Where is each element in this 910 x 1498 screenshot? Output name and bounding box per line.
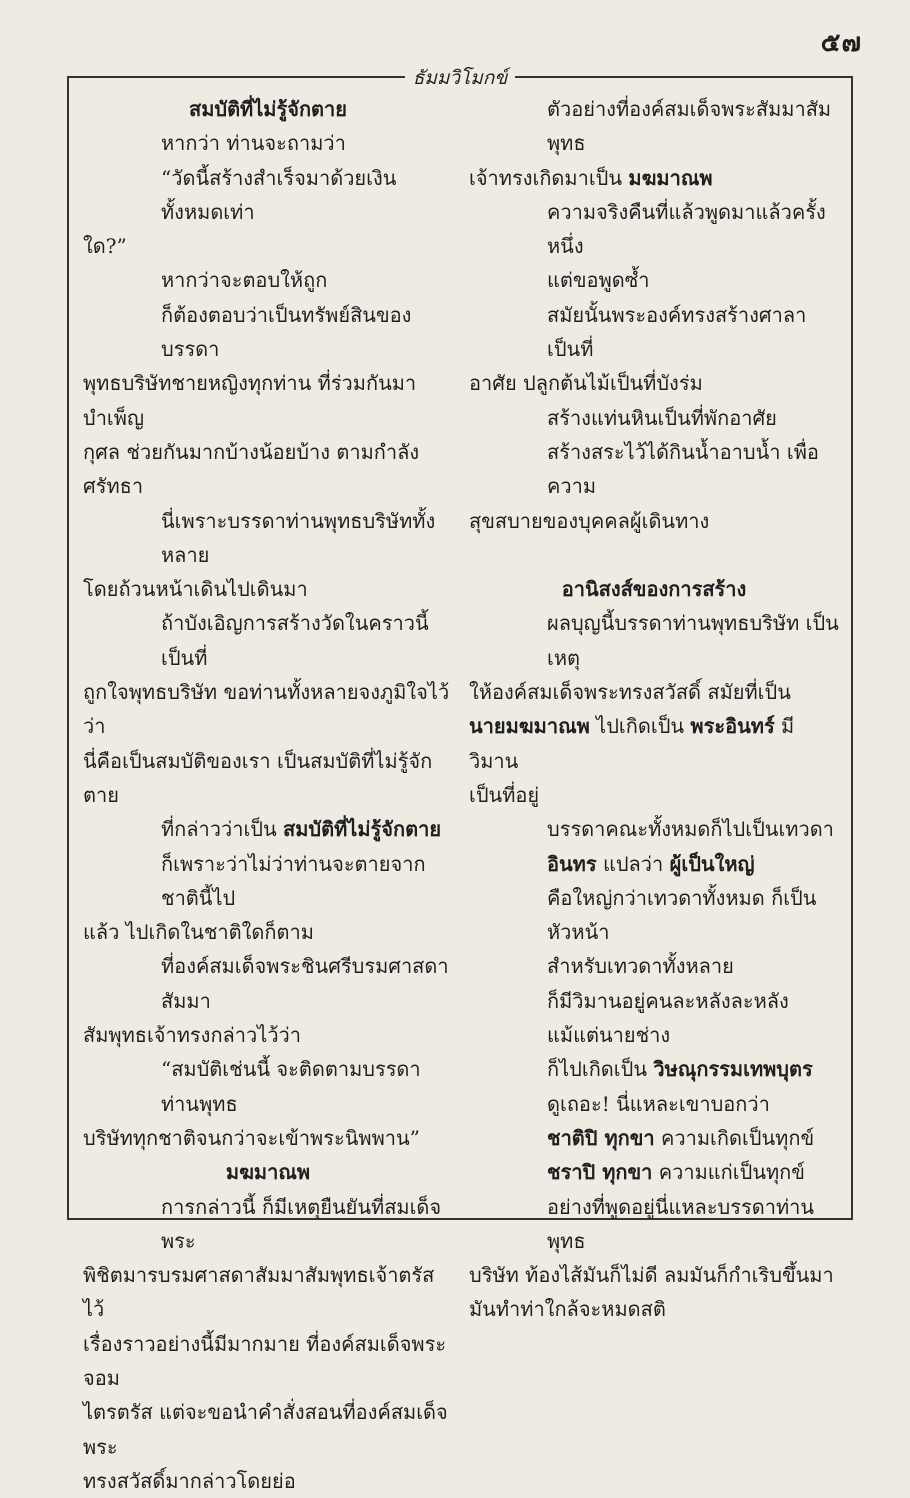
text-line — [83, 366, 453, 435]
text-line — [469, 1087, 839, 1121]
text-line — [83, 1464, 453, 1498]
text-line — [469, 298, 839, 367]
text-run: นี่เพราะบรรดาท่านพุทธบริษัททั้งหลาย — [161, 508, 436, 567]
text-line — [83, 744, 453, 813]
text-line — [83, 126, 453, 160]
text-run: แต่ขอพูดซ้ำ — [547, 268, 650, 293]
text-run: ไตรตรัส แต่จะขอนำคำสั่งสอนที่องค์สมเด็จพระ — [83, 1400, 448, 1459]
text-run: ให้องค์สมเด็จพระทรงสวัสดิ์ สมัยที่เป็น — [469, 680, 791, 705]
text-run: กุศล ช่วยกันมากบ้างน้อยบ้าง ตามกำลังศรัทธา — [83, 439, 420, 499]
bold-term: ชาติปิ ทุกขา — [547, 1125, 655, 1150]
text-run: สัมพุทธเจ้าทรงกล่าวไว้ว่า — [83, 1023, 302, 1048]
text-run: แม้แต่นายช่าง — [547, 1023, 671, 1048]
text-run: เจ้าทรงเกิดมาเป็น — [469, 165, 629, 190]
running-header-title: ธัมมวิโมกข์ — [405, 67, 516, 89]
bold-term: วิษณุกรรมเทพบุตร — [653, 1057, 813, 1082]
blank-line — [469, 538, 839, 572]
bold-term: พระอินทร์ — [690, 714, 775, 739]
bold-term: นายมฆมาณพ — [469, 714, 590, 739]
text-run: ก็ต้องตอบว่าเป็นทรัพย์สินของบรรดา — [161, 302, 412, 362]
text-run: ทรงสวัสดิ์มากล่าวโดยย่อ — [83, 1468, 296, 1493]
section-heading — [83, 92, 453, 126]
text-line — [469, 263, 839, 297]
text-run: ไปเกิดเป็น — [589, 714, 691, 739]
text-run: มีวิมาน — [469, 714, 795, 773]
text-run: “สมบัติเช่นนี้ จะติดตามบรรดาท่านพุทธ — [161, 1057, 421, 1116]
text-line — [83, 812, 453, 846]
text-line — [83, 847, 453, 916]
text-run: ความเกิดเป็นทุกข์ — [654, 1125, 815, 1150]
text-run: หากว่า ท่านจะถามว่า — [161, 131, 346, 156]
text-run: คือใหญ่กว่าเทวดาทั้งหมด ก็เป็นหัวหน้า — [547, 885, 817, 945]
text-line — [469, 881, 839, 950]
text-line — [469, 195, 839, 264]
text-line — [469, 366, 839, 400]
text-run: ถ้าบังเอิญการสร้างวัดในคราวนี้ เป็นที่ — [161, 611, 429, 670]
text-run: ผลบุญนี้บรรดาท่านพุทธบริษัท เป็นเหตุ — [547, 611, 839, 670]
text-line — [83, 606, 453, 675]
text-run: พุทธบริษัทชายหญิงทุกท่าน ที่ร่วมกันมาบำเพ็ญ — [83, 371, 417, 430]
text-line — [469, 812, 839, 846]
text-run: ตัวอย่างที่องค์สมเด็จพระสัมมาสัมพุทธ — [547, 97, 832, 156]
text-run: อาศัย ปลูกต้นไม้เป็นที่บังร่ม — [469, 371, 703, 396]
text-line — [83, 161, 453, 230]
text-line — [469, 1121, 839, 1155]
text-run: สุขสบายของบุคคลผู้เดินทาง — [469, 508, 710, 533]
text-run: “วัดนี้สร้างสำเร็จมาด้วยเงินทั้งหมดเท่า — [161, 165, 397, 224]
bold-term: อินทร — [547, 851, 597, 876]
page-frame — [67, 67, 853, 1493]
bold-term: มฆมาณพ — [628, 165, 713, 190]
text-run: การกล่าวนี้ ก็มีเหตุยืนยันที่สมเด็จพระ — [161, 1194, 442, 1253]
text-run: สำหรับเทวดาทั้งหลาย — [547, 954, 734, 979]
text-line — [469, 1155, 839, 1189]
text-run: มันทำท่าใกล้จะหมดสติ — [469, 1297, 666, 1322]
text-run: หากว่าจะตอบให้ถูก — [161, 268, 328, 293]
text-run: สร้างสระไว้ได้กินน้ำอาบน้ำ เพื่อความ — [547, 439, 819, 499]
text-line — [83, 298, 453, 367]
text-line — [83, 1121, 453, 1155]
text-line — [469, 1258, 839, 1292]
text-run: ดูเถอะ! นี่แหละเขาบอกว่า — [547, 1091, 770, 1116]
text-run: ที่องค์สมเด็จพระชินศรีบรมศาสดาสัมมา — [161, 954, 449, 1013]
text-line — [469, 675, 839, 709]
text-run: ก็ไปเกิดเป็น — [547, 1057, 654, 1082]
text-line — [83, 1258, 453, 1327]
text-line — [83, 263, 453, 297]
text-run: มฆมาณพ — [225, 1160, 311, 1185]
text-run: เป็นที่อยู่ — [469, 782, 540, 807]
text-line — [469, 1052, 839, 1086]
text-line — [83, 1327, 453, 1396]
text-line — [83, 572, 453, 606]
text-line — [83, 1190, 453, 1259]
text-run: ความจริงคืนที่แล้วพูดมาแล้วครั้งหนึ่ง — [547, 199, 826, 259]
text-run: อย่างที่พูดอยู่นี่แหละบรรดาท่านพุทธ — [547, 1194, 815, 1253]
text-run: บรรดาคณะทั้งหมดก็ไปเป็นเทวดา — [547, 817, 834, 842]
text-line — [83, 1052, 453, 1121]
text-line — [469, 778, 839, 812]
bold-term: ผู้เป็นใหญ่ — [669, 851, 755, 876]
running-header — [69, 63, 851, 93]
text-line — [469, 984, 839, 1018]
text-line — [83, 675, 453, 744]
text-line — [83, 229, 453, 263]
text-line — [469, 949, 839, 983]
section-heading — [83, 1155, 453, 1189]
bold-term: สมบัติที่ไม่รู้จักตาย — [283, 817, 442, 842]
left-column — [83, 92, 453, 1498]
text-line — [83, 949, 453, 1018]
text-line — [469, 1190, 839, 1259]
text-run: บริษัททุกชาติจนกว่าจะเข้าพระนิพพาน” — [83, 1125, 420, 1150]
text-run: ก็มีวิมานอยู่คนละหลังละหลัง — [547, 988, 789, 1013]
text-run: สมัยนั้นพระองค์ทรงสร้างศาลาเป็นที่ — [547, 302, 807, 362]
text-line — [469, 435, 839, 504]
text-line — [469, 847, 839, 881]
text-run: บริษัท ท้องไส้มันก็ไม่ดี ลมมันก็กำเริบขึ้นมา — [469, 1263, 834, 1288]
page-number: ๕๗ — [820, 28, 862, 58]
text-line — [83, 504, 453, 573]
text-run: แปลว่า — [596, 851, 670, 876]
text-line — [83, 915, 453, 949]
text-run: ที่กล่าวว่าเป็น — [161, 817, 284, 842]
right-column — [469, 92, 839, 1327]
text-line — [83, 435, 453, 504]
text-run: ความแก่เป็นทุกข์ — [652, 1160, 805, 1185]
text-line — [469, 606, 839, 675]
text-run: อานิสงส์ของการสร้าง — [561, 577, 747, 602]
text-run: โดยถ้วนหน้าเดินไปเดินมา — [83, 577, 308, 602]
text-run: แล้ว ไปเกิดในชาติใดก็ตาม — [83, 920, 314, 945]
text-run: ถูกใจพุทธบริษัท ขอท่านทั้งหลายจงภูมิใจไว้ว่า — [83, 680, 450, 739]
text-run: ก็เพราะว่าไม่ว่าท่านจะตายจากชาตินี้ไป — [161, 851, 426, 910]
text-line — [83, 1395, 453, 1464]
text-line — [469, 504, 839, 538]
text-line — [469, 1292, 839, 1326]
text-line — [469, 92, 839, 161]
text-line — [83, 1018, 453, 1052]
text-run: นี่คือเป็นสมบัติของเรา เป็นสมบัติที่ไม่รู้จักตาย — [83, 748, 433, 807]
text-line — [469, 1018, 839, 1052]
text-run: เรื่องราวอย่างนี้มีมากมาย ที่องค์สมเด็จพระจอม — [83, 1331, 447, 1390]
text-run: สมบัติที่ไม่รู้จักตาย — [188, 97, 347, 121]
section-heading — [469, 572, 839, 606]
text-run: พิชิตมารบรมศาสดาสัมมาสัมพุทธเจ้าตรัสไว้ — [83, 1263, 435, 1322]
text-line — [469, 709, 839, 778]
text-run: สร้างแท่นหินเป็นที่พักอาศัย — [547, 405, 777, 430]
text-line — [469, 401, 839, 435]
text-run: ใด?” — [83, 234, 127, 259]
text-line — [469, 161, 839, 195]
bold-term: ชราปิ ทุกขา — [547, 1160, 653, 1185]
